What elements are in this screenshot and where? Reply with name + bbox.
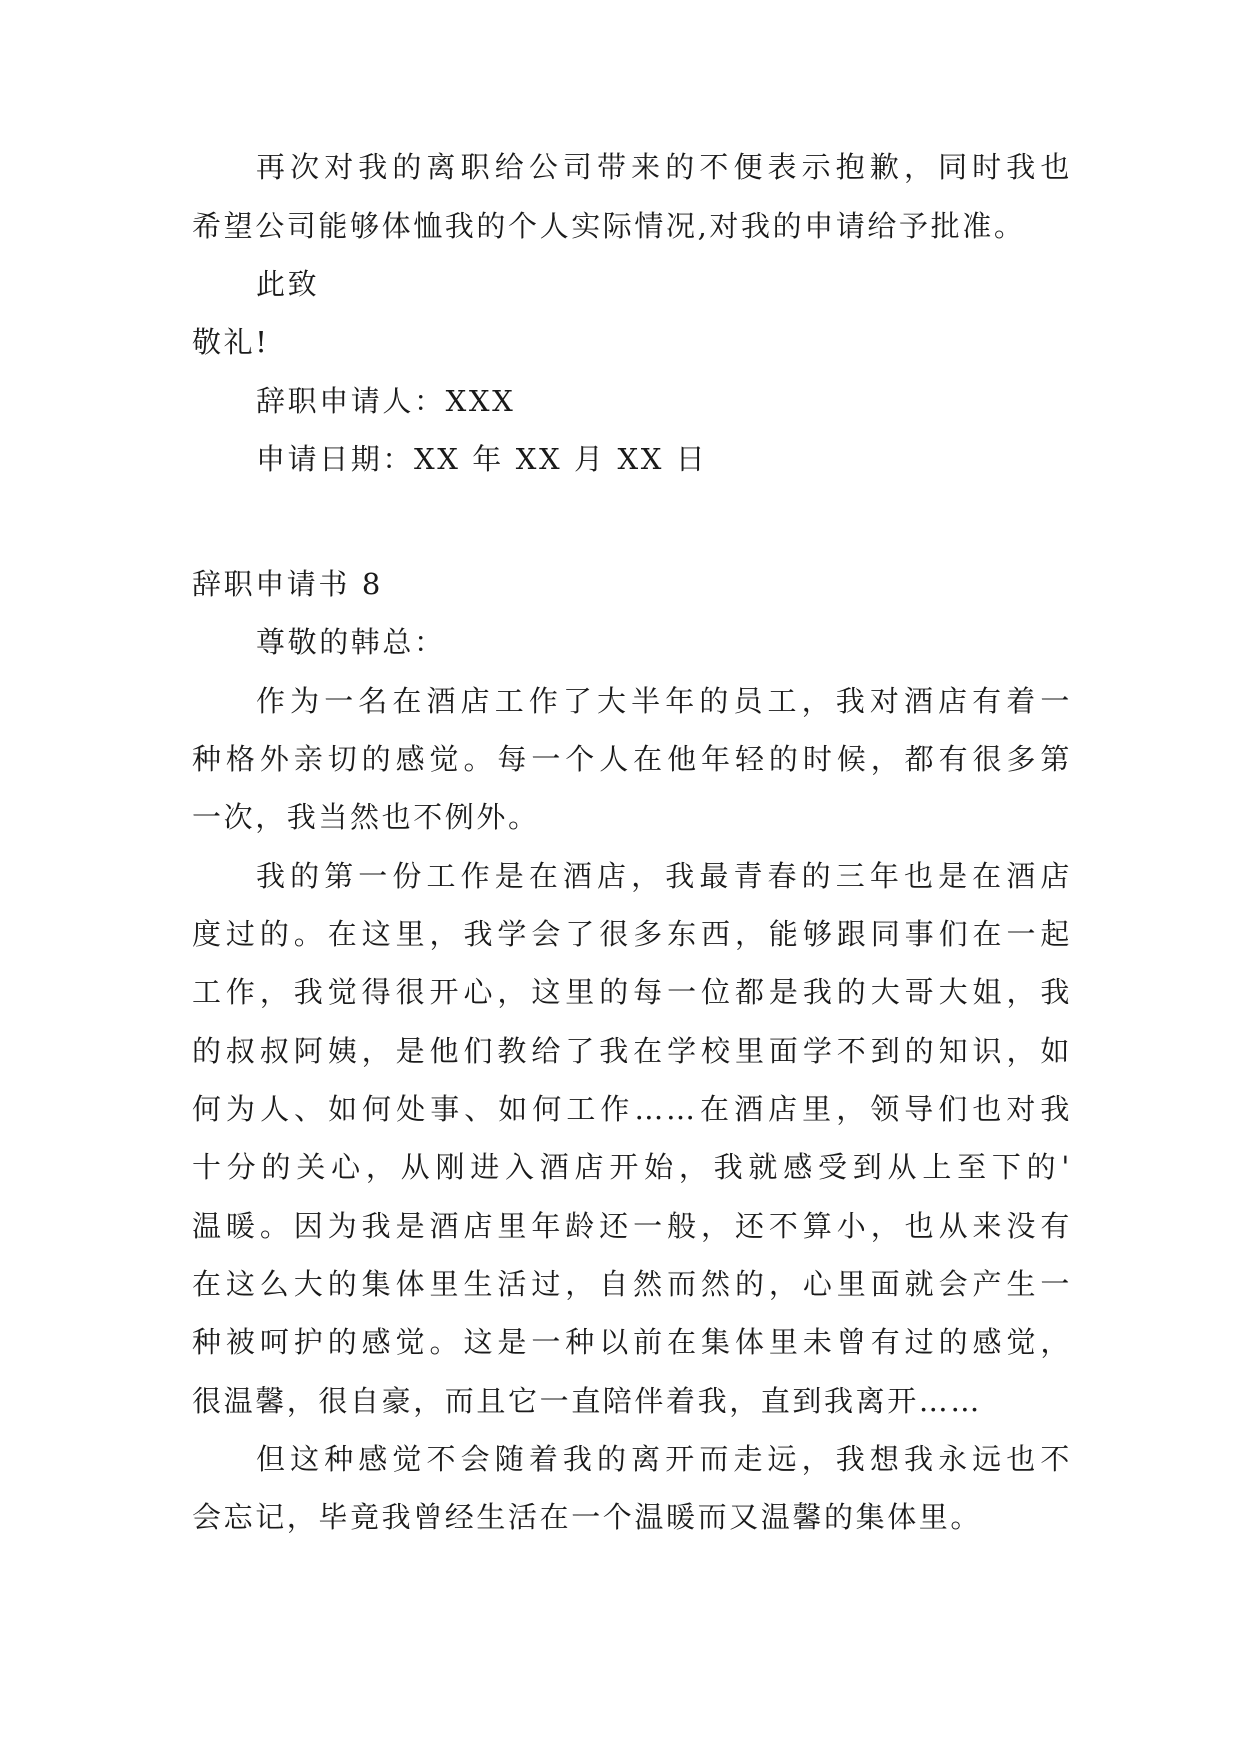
paragraph-line: 种被呵护的感觉。这是一种以前在集体里未曾有过的感觉， (192, 1325, 1072, 1359)
greeting-line: 尊敬的韩总： (256, 625, 446, 659)
paragraph-line: 十分的关心，从刚进入酒店开始，我就感受到从上至下的' (192, 1150, 1072, 1184)
applicant-signature: 辞职申请人：XXX (256, 384, 516, 418)
paragraph-line: 会忘记，毕竟我曾经生活在一个温暖而又温馨的集体里。 (192, 1500, 983, 1534)
closing-paragraph-line: 希望公司能够体恤我的个人实际情况,对我的申请给予批准。 (192, 209, 1026, 243)
salutation-line: 敬礼! (192, 325, 270, 359)
paragraph-line: 温暖。因为我是酒店里年龄还一般，还不算小，也从来没有 (192, 1209, 1072, 1243)
paragraph-line: 作为一名在酒店工作了大半年的员工，我对酒店有着一 (256, 684, 1072, 718)
paragraph-line: 种格外亲切的感觉。每一个人在他年轻的时候，都有很多第 (192, 742, 1072, 776)
paragraph-line: 在这么大的集体里生活过，自然而然的，心里面就会产生一 (192, 1267, 1072, 1301)
closing-paragraph-line: 再次对我的离职给公司带来的不便表示抱歉，同时我也 (256, 150, 1072, 184)
paragraph-line: 何为人、如何处事、如何工作……在酒店里，领导们也对我 (192, 1092, 1072, 1126)
document-title: 辞职申请书 8 (192, 567, 383, 601)
paragraph-line: 的叔叔阿姨，是他们教给了我在学校里面学不到的知识，如 (192, 1034, 1072, 1068)
application-date: 申请日期：XX 年 XX 月 XX 日 (256, 442, 708, 476)
paragraph-line: 一次，我当然也不例外。 (192, 800, 540, 834)
paragraph-line: 工作，我觉得很开心，这里的每一位都是我的大哥大姐，我 (192, 975, 1072, 1009)
paragraph-line: 很温馨，很自豪，而且它一直陪伴着我，直到我离开…… (192, 1384, 983, 1418)
salutation-line: 此致 (256, 267, 320, 301)
paragraph-line: 度过的。在这里，我学会了很多东西，能够跟同事们在一起 (192, 917, 1072, 951)
paragraph-line: 我的第一份工作是在酒店，我最青春的三年也是在酒店 (256, 859, 1072, 893)
paragraph-line: 但这种感觉不会随着我的离开而走远，我想我永远也不 (256, 1442, 1072, 1476)
